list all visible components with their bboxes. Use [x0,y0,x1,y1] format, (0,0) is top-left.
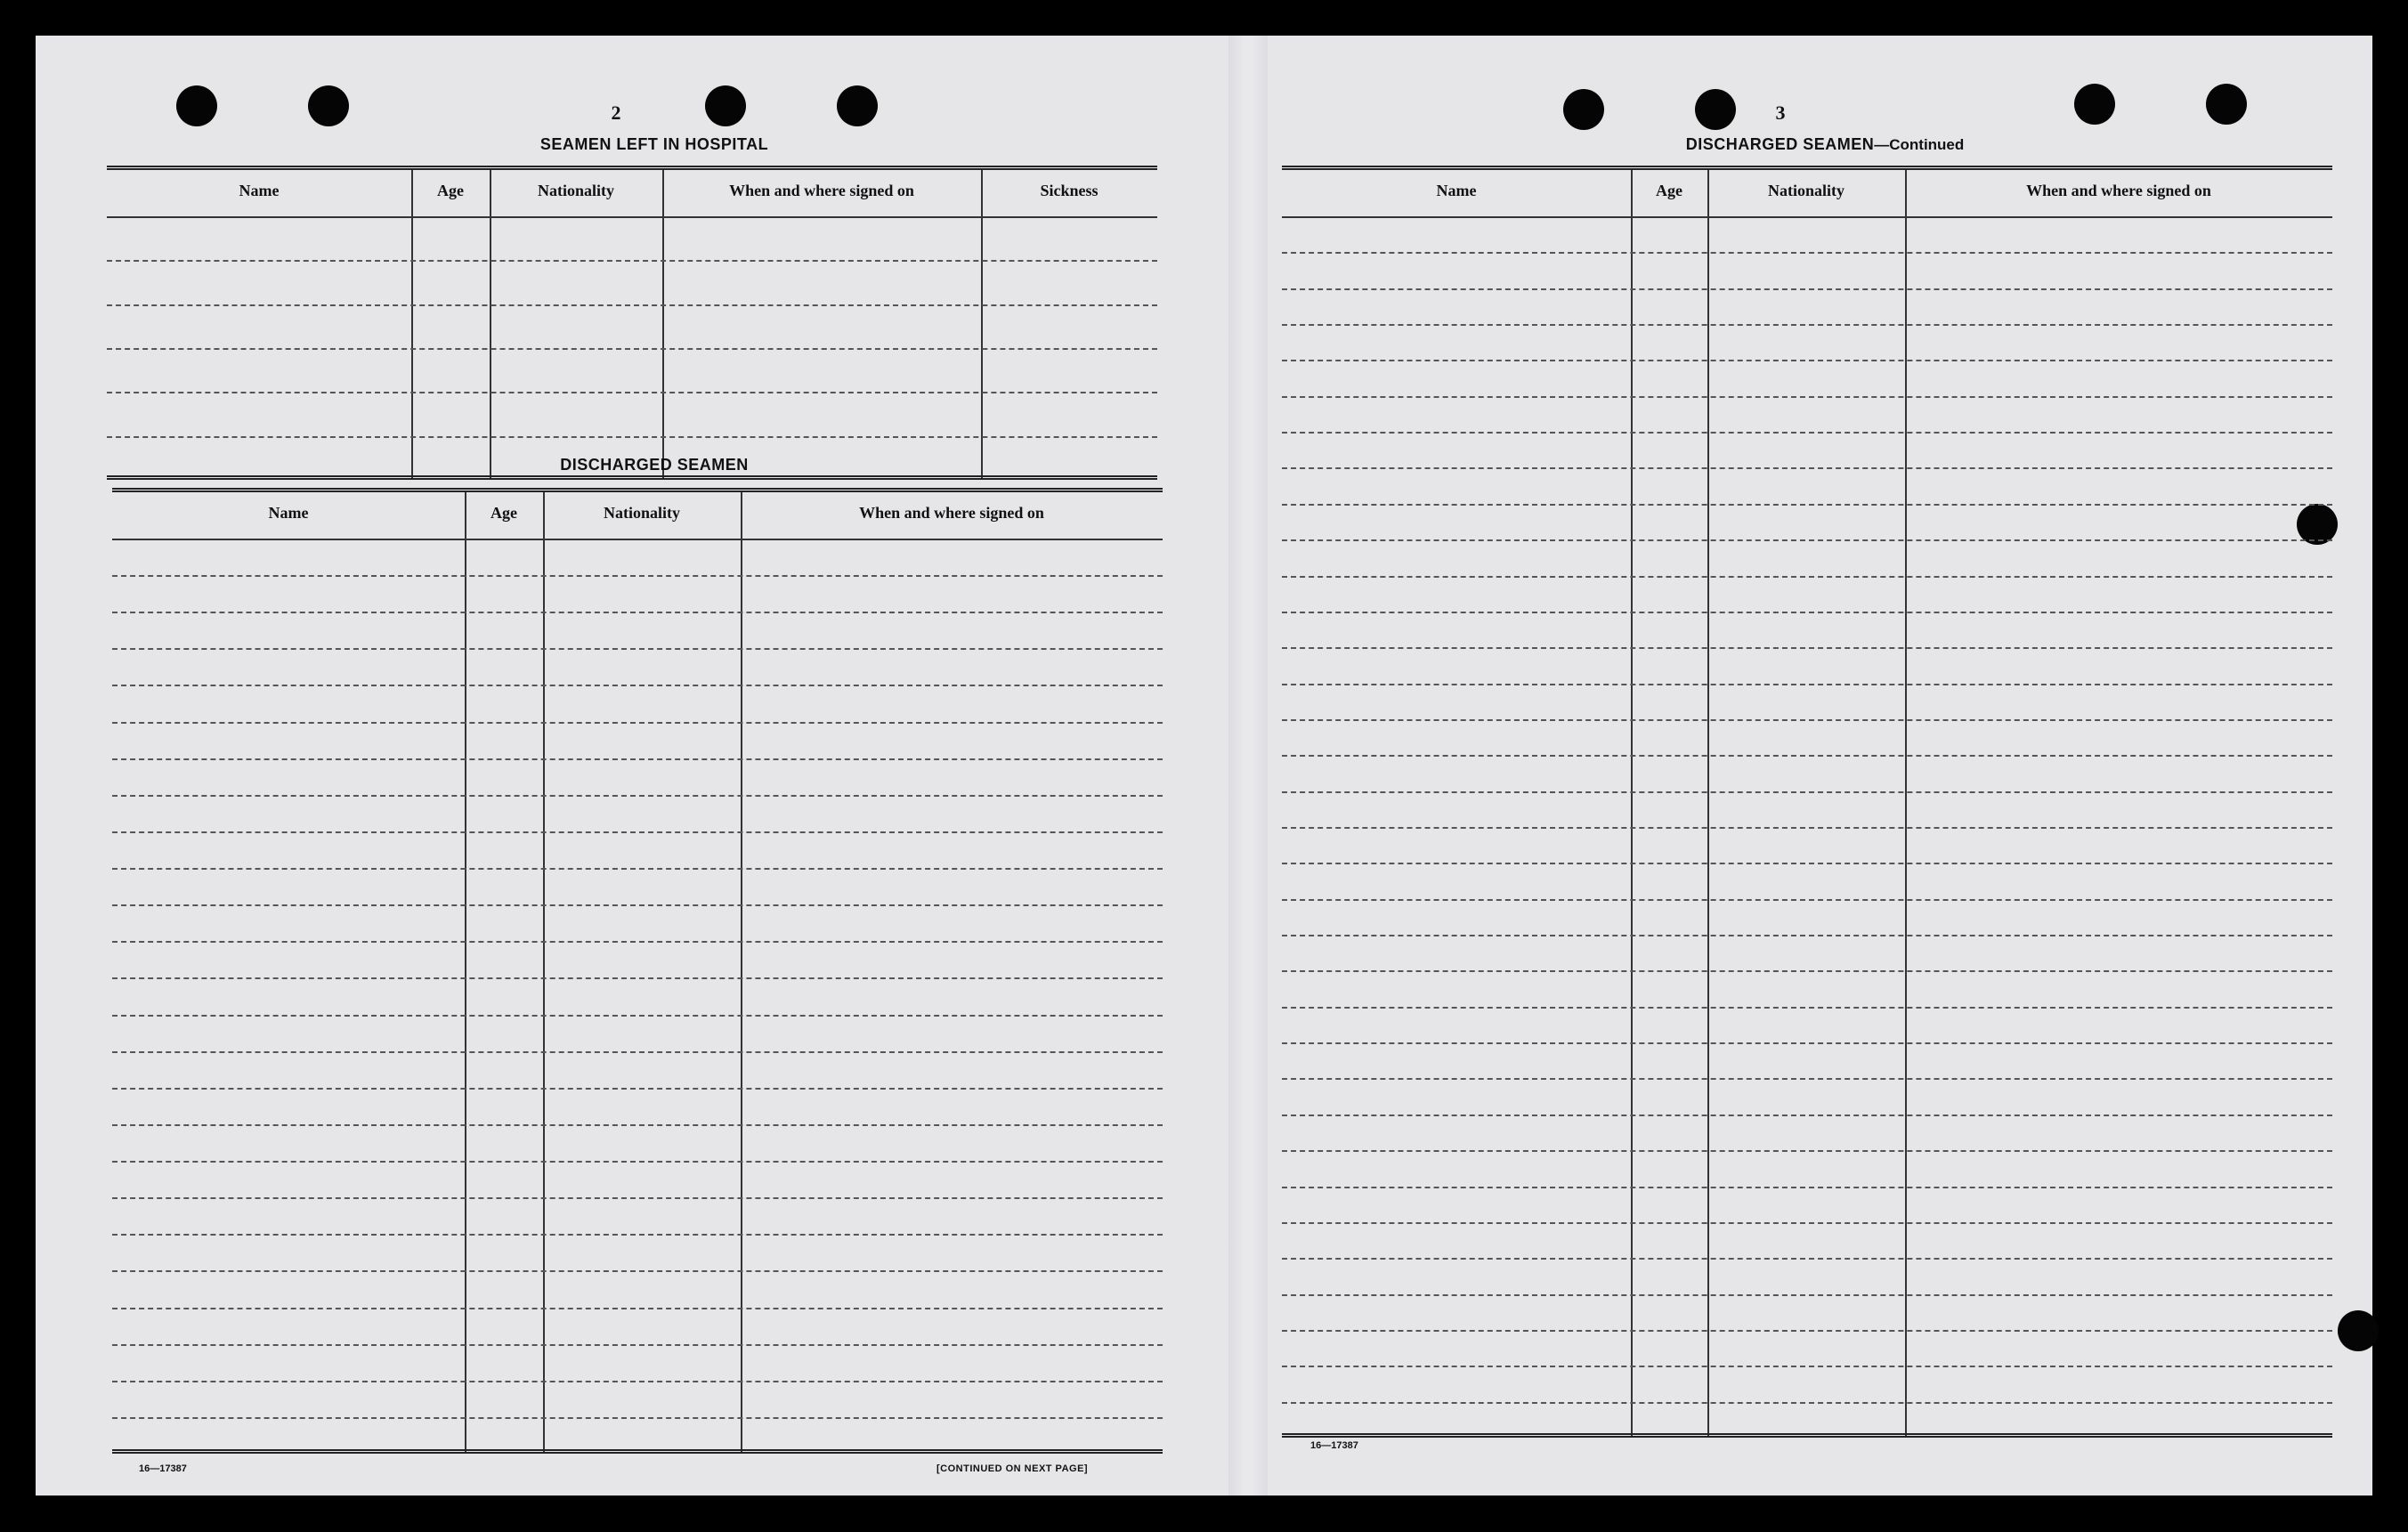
table-row-rule [107,392,1157,393]
table-row-rule [1282,288,2332,290]
table-row-rule [1282,1222,2332,1224]
table-bottom-rule [112,1449,1163,1454]
header-age: Age [437,182,464,199]
document-sheet [36,36,2372,1496]
column-divider [411,170,413,480]
header-age: Age [1656,182,1682,199]
table-row-rule [112,1234,1163,1236]
table-row-rule [1282,396,2332,398]
table-row-rule [1282,504,2332,506]
table-row-rule [1282,1042,2332,1044]
column-divider [543,492,545,1454]
table-row-rule [112,977,1163,979]
header-when-where: When and where signed on [859,504,1044,522]
page-number-left: 2 [611,101,621,124]
binder-hole [2206,84,2247,125]
table-row-rule [112,1197,1163,1199]
header-sickness: Sickness [1040,182,1099,199]
page-number-right: 3 [1775,101,1786,124]
table-row-rule [1282,1078,2332,1080]
table-row-rule [1282,1366,2332,1367]
discharged-continued-table [1282,166,2332,1438]
table-row-rule [112,648,1163,650]
discharged-continued-title-main: DISCHARGED SEAMEN [1685,135,1875,153]
binder-hole [837,85,878,126]
table-row-rule [1282,539,2332,541]
hospital-table-header [107,170,1157,218]
binder-hole [705,85,746,126]
continued-note: [CONTINUED ON NEXT PAGE] [936,1463,1089,1474]
binder-hole [1695,89,1736,130]
table-row-rule [1282,252,2332,254]
table-row-rule [112,904,1163,906]
table-row-rule [107,348,1157,350]
binder-hole [2074,84,2115,125]
table-row-rule [1282,1402,2332,1404]
table-row-rule [107,260,1157,262]
header-name: Name [1436,182,1477,199]
table-row-rule [112,941,1163,943]
header-age: Age [491,504,517,522]
binder-hole [2338,1310,2379,1351]
table-row-rule [1282,684,2332,685]
header-when-where: When and where signed on [729,182,914,199]
table-row-rule [112,575,1163,577]
table-row-rule [1282,970,2332,972]
table-row-rule [112,1088,1163,1090]
table-row-rule [1282,360,2332,361]
header-nationality: Nationality [603,504,680,522]
table-row-rule [1282,647,2332,649]
header-name: Name [268,504,309,522]
table-row-rule [1282,1187,2332,1188]
table-row-rule [112,685,1163,686]
table-row-rule [107,304,1157,306]
discharged-table-header [112,492,1163,540]
table-row-rule [1282,935,2332,936]
column-divider [490,170,491,480]
page-fold [1228,36,1268,1496]
table-row-rule [112,795,1163,797]
table-row-rule [112,1051,1163,1053]
table-row-rule [1282,863,2332,864]
discharged-continued-suffix: —Continued [1874,136,1965,153]
table-row-rule [112,1161,1163,1163]
table-row-rule [112,612,1163,613]
table-row-rule [1282,791,2332,793]
column-divider [981,170,983,480]
table-row-rule [112,1381,1163,1382]
hospital-table [107,166,1157,480]
hospital-section-title: SEAMEN LEFT IN HOSPITAL [539,135,769,153]
table-row-rule [1282,1258,2332,1260]
discharged-section-title: DISCHARGED SEAMEN [560,456,749,474]
table-row-rule [1282,1294,2332,1296]
table-row-rule [112,1417,1163,1419]
discharged-continued-header [1282,170,2332,218]
table-row-rule [112,1270,1163,1272]
table-row-rule [1282,899,2332,901]
table-row-rule [1282,1007,2332,1009]
column-divider [465,492,466,1454]
header-nationality: Nationality [537,182,614,199]
table-row-rule [1282,1330,2332,1332]
table-row-rule [112,1308,1163,1309]
form-code-right: 16—17387 [1310,1440,1358,1451]
header-name: Name [239,182,280,199]
column-divider [741,492,742,1454]
table-row-rule [1282,1115,2332,1116]
column-divider [662,170,664,480]
header-nationality: Nationality [1767,182,1845,199]
table-bottom-rule [107,475,1157,480]
table-row-rule [112,1344,1163,1346]
table-bottom-rule [1282,1433,2332,1438]
table-row-rule [1282,612,2332,613]
binder-hole [1563,89,1604,130]
table-row-rule [112,868,1163,870]
discharged-continued-title [1513,135,2136,154]
table-row-rule [1282,432,2332,434]
table-row-rule [1282,467,2332,469]
table-row-rule [112,722,1163,724]
discharged-table [112,488,1163,1454]
table-row-rule [1282,324,2332,326]
binder-hole [176,85,217,126]
table-row-rule [1282,827,2332,829]
table-row-rule [112,1124,1163,1126]
table-row-rule [1282,1150,2332,1152]
table-row-rule [1282,576,2332,578]
table-row-rule [112,831,1163,833]
table-row-rule [112,1015,1163,1017]
table-row-rule [112,758,1163,760]
table-row-rule [1282,719,2332,721]
binder-hole [308,85,349,126]
table-row-rule [107,436,1157,438]
form-code-left: 16—17387 [139,1463,187,1474]
table-row-rule [1282,755,2332,757]
header-when-where: When and where signed on [2026,182,2211,199]
